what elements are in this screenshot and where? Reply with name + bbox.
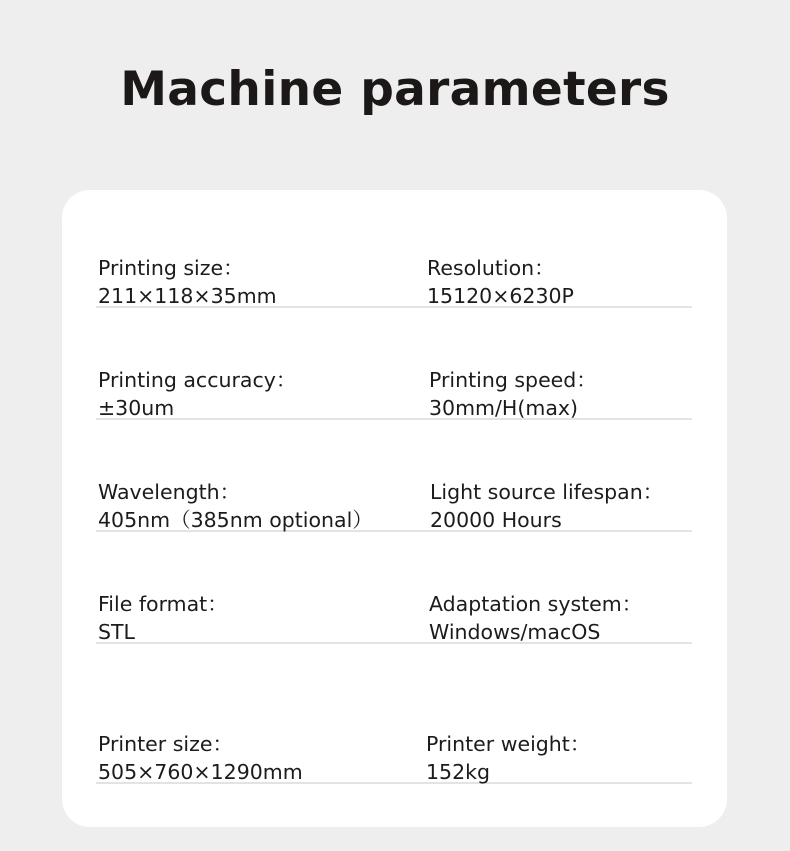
parameters-card [62, 190, 727, 827]
param-value: Windows/macOS [429, 620, 601, 644]
param-value: 211×118×35mm [98, 284, 277, 308]
param-label: Printing accuracy： [98, 368, 297, 392]
param-label: Light source lifespan： [430, 480, 664, 504]
param-printer-size [98, 730, 303, 786]
param-value: 505×760×1290mm [98, 760, 303, 784]
param-resolution [427, 254, 574, 310]
param-label: File format： [98, 592, 228, 616]
param-label: Printing size： [98, 256, 244, 280]
param-printing-size [98, 254, 277, 310]
param-value: STL [98, 620, 135, 644]
param-file-format [98, 590, 228, 646]
param-adaptation-system [429, 590, 642, 646]
param-printer-weight [426, 730, 590, 786]
param-label: Resolution： [427, 256, 555, 280]
parameter-row [96, 590, 692, 644]
param-label: Wavelength： [98, 480, 241, 504]
param-wavelength [98, 478, 373, 534]
param-value: ±30um [98, 396, 175, 420]
param-value: 15120×6230P [427, 284, 574, 308]
parameter-row [96, 730, 692, 784]
param-light-source-lifespan [430, 478, 663, 534]
param-label: Printing speed： [429, 368, 597, 392]
parameter-row [96, 254, 692, 308]
param-value: 405nm（385nm optional） [98, 508, 373, 532]
page-title: Machine parameters [120, 62, 670, 117]
param-label: Printer weight： [426, 732, 591, 756]
param-printing-accuracy [98, 366, 296, 422]
parameter-row [96, 366, 692, 420]
param-label: Printer size： [98, 732, 233, 756]
param-value: 152kg [426, 760, 491, 784]
parameter-row [96, 478, 692, 532]
param-printing-speed [429, 366, 597, 422]
param-value: 20000 Hours [430, 508, 562, 532]
param-value: 30mm/H(max) [429, 396, 579, 420]
param-label: Adaptation system： [429, 592, 643, 616]
